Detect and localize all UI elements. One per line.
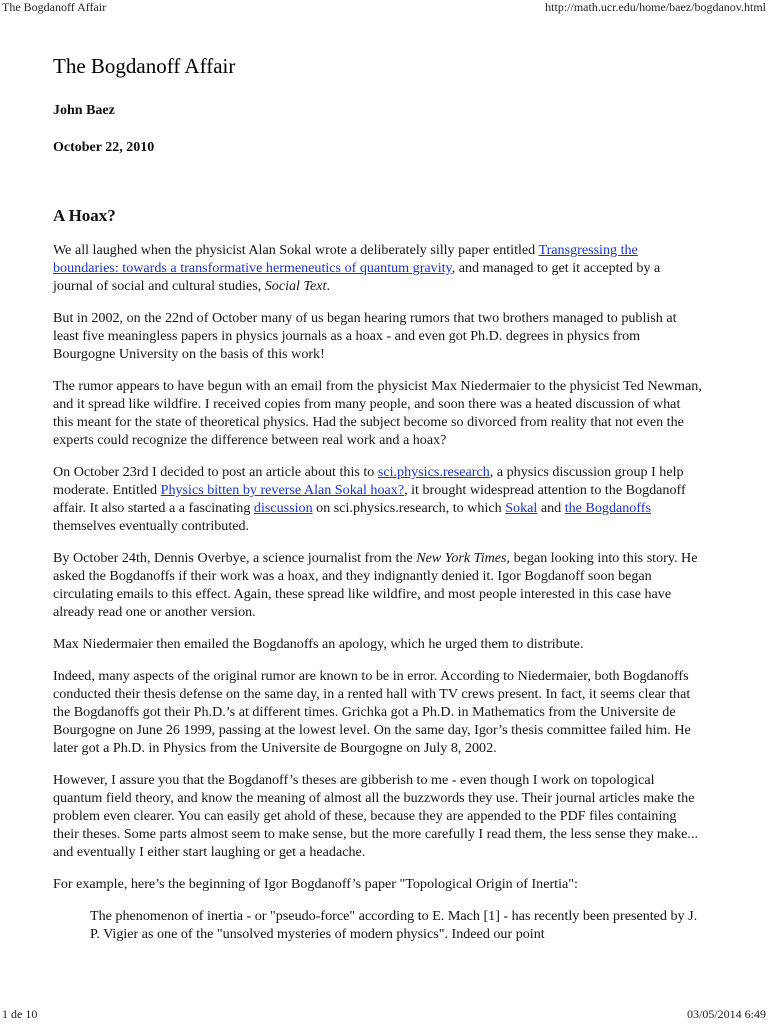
paragraph-rumor-errors: Indeed, many aspects of the original rumor are known to be in error. According to Niedermaier, both Bogdanoffs conducted their thesis defense on the same day, in a rented hall with TV crews present. In fact, it seems clear that the Bogdanoffs got their Ph.D.’s at different times. Grichka got a Ph.D. in Mathematics from the Universite de Bourgogne on June 26 1999, passing at the lowest level. On the same day, Igor’s thesis committee failed him. He later got a Ph.D. in Physics from the Universite de Bourgogne on July 8, 2002. (53, 668, 691, 756)
article (53, 52, 703, 943)
text: themselves eventually contributed. (53, 518, 250, 534)
print-datetime: 03/05/2014 6:49 (686, 1007, 766, 1021)
sokal-link[interactable]: Sokal (505, 500, 538, 516)
paragraph-example: For example, here’s the beginning of Igor Bogdanoff’s paper "Topological Origin of Inertia": (53, 876, 578, 892)
paragraph-niedermaier-email: The rumor appears to have begun with an email from the physicist Max Niedermaier to the physicist Ted Newman, and it spread like wildfire. I received copies from many people, and soon there was a heated discussion of what this meant for the state of theoretical physics. Had the subject become so divorced from reality that not even the experts could recognize the difference between real work and a hoax? (53, 378, 702, 448)
journal-name: Social Text (264, 278, 327, 294)
print-header (0, 0, 768, 16)
text: By October 24th, Dennis Overbye, a science journalist from the (53, 550, 417, 566)
publication-date: October 22, 2010 (53, 140, 155, 155)
author: John Baez (53, 103, 115, 118)
quote-inertia: The phenomenon of inertia - or "pseudo-force" according to E. Mach [1] - has recently been presented by J. P. Vigier as one of the "unsolved mysteries of modern physics". Indeed our point (90, 908, 698, 942)
text: , it brought widespread attention to the Bogdanoff affair. It also started a a fascinating (53, 482, 686, 516)
text: We all laughed when the physicist Alan Sokal wrote a deliberately silly paper entitled (53, 242, 539, 258)
text: . (326, 278, 331, 294)
text: and (537, 500, 565, 516)
paragraph-theses-gibberish: However, I assure you that the Bogdanoff’s theses are gibberish to me - even though I work on topological quantum field theory, and know the meaning of almost all the buzzwords they use. Their journal articles make the problem even clearer. You can easily get ahold of these, because they are appended to the PDF files containing their theses. Some parts almost seem to make sense, but the more carefully I read them, the less sense they make... and eventually I either start laughing or get a headache. (53, 772, 698, 860)
text: , and managed to get it accepted by a journal of social and cultural studies, (53, 260, 661, 294)
discussion-link[interactable]: discussion (253, 500, 313, 516)
page-number: 1 de 10 (2, 1007, 38, 1021)
print-header-url: http://math.ucr.edu/home/baez/bogdanov.html (545, 0, 766, 14)
paragraph-apology: Max Niedermaier then emailed the Bogdanoffs an apology, which he urged them to distribute. (53, 636, 584, 652)
bogdanoffs-link[interactable]: the Bogdanoffs (564, 500, 651, 516)
newspaper-name: New York Times (416, 550, 507, 566)
text: On October 23rd I decided to post an article about this to (53, 464, 378, 480)
sci-physics-research-link[interactable]: sci.physics.research (377, 464, 490, 480)
page-title: The Bogdanoff Affair (53, 54, 236, 78)
text: , a physics discussion group I help moderate. Entitled (53, 464, 684, 498)
physics-bitten-link[interactable]: Physics bitten by reverse Alan Sokal hoax? (160, 482, 405, 498)
section-heading: A Hoax? (53, 206, 116, 225)
print-footer (0, 1008, 768, 1024)
paragraph-overbye (53, 549, 703, 621)
text: , began looking into this story. He asked the Bogdanoffs if their work was a hoax, and they indignantly denied it. Igor Bogdanoff soon began circulating emails to this effect. Again, these spread like wildfire, and most people interested in this case have already read one or another version. (53, 550, 698, 620)
print-header-title: The Bogdanoff Affair (2, 0, 107, 14)
sokal-paper-link[interactable]: Transgressing the boundaries: towards a transformative hermeneutics of quantum gravity (53, 242, 638, 276)
text: on sci.physics.research, to which (312, 500, 506, 516)
paragraph-rumors: But in 2002, on the 22nd of October many of us began hearing rumors that two brothers managed to publish at least five meaningless papers in physics journals as a hoax - and even got Ph.D. degrees in physics from Bourgogne University on the basis of this work! (53, 310, 677, 362)
paragraph-sci-physics-research (53, 463, 703, 535)
paragraph-sokal (53, 241, 703, 295)
